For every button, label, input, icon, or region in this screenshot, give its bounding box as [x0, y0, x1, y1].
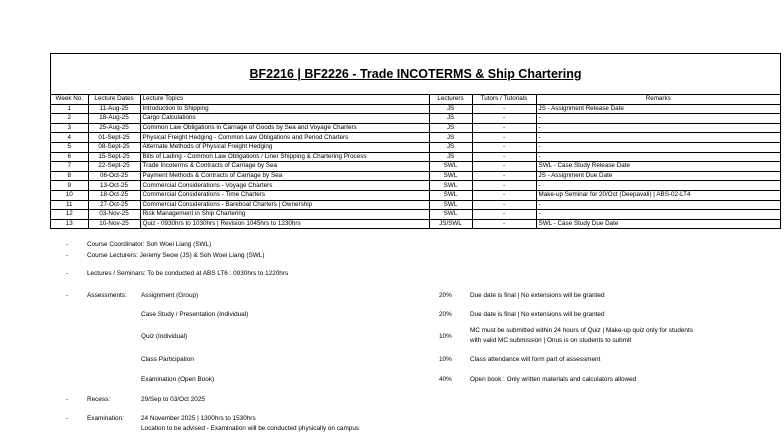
course-coordinator: Course Coordinator: Soh Woei Liang (SWL)	[87, 241, 212, 248]
cell-date: 06-Oct-25	[88, 171, 140, 181]
cell-lecturer: SWL	[429, 200, 472, 210]
cell-date: 15-Sept-25	[88, 152, 140, 162]
cell-week: 2	[51, 114, 88, 124]
page-title: BF2216 | BF2226 - Trade INCOTERMS & Ship Chartering	[51, 54, 780, 95]
assessments-label: Assessments:	[87, 292, 127, 299]
header-tutor: Tutors / Tutorials	[472, 95, 536, 104]
cell-week: 10	[51, 190, 88, 200]
cell-lecturer: JS	[429, 114, 472, 124]
cell-topic: Alternate Methods of Physical Freight Hedging	[140, 142, 429, 152]
cell-remarks: -	[536, 133, 780, 143]
cell-lecturer: SWL	[429, 210, 472, 220]
cell-remarks: Make-up Seminar for 20/Oct (Deepavali) | ABS-02-LT4	[536, 190, 780, 200]
cell-date: 03-Nov-25	[88, 210, 140, 220]
assessment-weight: 10%	[439, 356, 452, 363]
cell-lecturer: JS	[429, 104, 472, 114]
cell-date: 27-Oct-25	[88, 200, 140, 210]
cell-remarks: SWL - Case Study Due Date	[536, 219, 780, 228]
cell-date: 18-Oct-25	[88, 190, 140, 200]
cell-topic: Cargo Calculations	[140, 114, 429, 124]
cell-tutor: -	[472, 190, 536, 200]
assessment-name: Class Participation	[141, 356, 194, 363]
cell-date: 18-Aug-25	[88, 114, 140, 124]
cell-week: 4	[51, 133, 88, 143]
header-date: Lecture Dates	[88, 95, 140, 104]
cell-date: 11-Aug-25	[88, 104, 140, 114]
cell-topic: Commercial Considerations - Bareboat Charters | Ownership	[140, 200, 429, 210]
cell-lecturer: JS	[429, 123, 472, 133]
cell-topic: Risk Management in Ship Chartering	[140, 210, 429, 220]
cell-remarks: -	[536, 123, 780, 133]
cell-topic: Introduction to Shipping	[140, 104, 429, 114]
cell-week: 11	[51, 200, 88, 210]
cell-date: 01-Sept-25	[88, 133, 140, 143]
cell-week: 13	[51, 219, 88, 228]
cell-tutor: -	[472, 200, 536, 210]
cell-date: 08-Sept-25	[88, 142, 140, 152]
examination-datetime: 24 November 2025 | 1300hrs to 1530hrs	[141, 415, 256, 422]
assessment-note: Due date is final | No extensions will be granted	[470, 311, 605, 318]
cell-lecturer: SWL	[429, 190, 472, 200]
cell-date: 13-Oct-25	[88, 181, 140, 191]
cell-remarks: -	[536, 210, 780, 220]
assessment-note: Due date is final | No extensions will be granted	[470, 292, 605, 299]
bullet-marker: -	[66, 396, 69, 403]
cell-tutor: -	[472, 142, 536, 152]
examination-label: Examination:	[87, 415, 124, 422]
cell-lecturer: JS	[429, 142, 472, 152]
cell-remarks: -	[536, 142, 780, 152]
assessment-note: Open book : Only written materials and calculators allowed	[470, 376, 637, 383]
cell-tutor: -	[472, 152, 536, 162]
cell-lecturer: SWL	[429, 181, 472, 191]
assessment-note: Class attendance will form part of assessment	[470, 356, 601, 363]
cell-remarks: SWL - Case Study Release Date	[536, 162, 780, 172]
examination-location: Location to be advised - Examination will be conducted physically on campus	[141, 425, 360, 432]
cell-week: 5	[51, 142, 88, 152]
cell-tutor: -	[472, 162, 536, 172]
assessment-name: Assignment (Group)	[141, 292, 199, 299]
bullet-marker: -	[66, 241, 69, 248]
header-lecturer: Lecturers	[429, 95, 472, 104]
cell-week: 6	[51, 152, 88, 162]
bullet-marker: -	[66, 252, 69, 259]
header-week: Week No.	[51, 95, 88, 104]
cell-week: 9	[51, 181, 88, 191]
assessment-weight: 20%	[439, 292, 452, 299]
cell-topic: Quiz - 0930hrs to 1030hrs | Revision 1045hrs to 1230hrs	[140, 219, 429, 228]
cell-remarks: -	[536, 200, 780, 210]
cell-remarks: -	[536, 114, 780, 124]
assessment-name: Case Study / Presentation (Individual)	[141, 311, 249, 318]
assessment-note-continued: with valid MC submission | Onus is on students to submit	[470, 337, 632, 344]
cell-week: 3	[51, 123, 88, 133]
cell-date: 25-Aug-25	[88, 123, 140, 133]
cell-topic: Trade Incoterms & Contracts of Carriage by Sea	[140, 162, 429, 172]
cell-tutor: -	[472, 114, 536, 124]
cell-lecturer: SWL	[429, 171, 472, 181]
course-lecturers: Course Lecturers: Jeremy Seow (JS) & Soh Woei Liang (SWL)	[87, 252, 265, 259]
cell-remarks: JS - Assignment Due Date	[536, 171, 780, 181]
assessment-weight: 40%	[439, 376, 452, 383]
cell-topic: Common Law Obligations in Carriage of Goods by Sea and Voyage Charters	[140, 123, 429, 133]
cell-week: 8	[51, 171, 88, 181]
cell-lecturer: SWL	[429, 162, 472, 172]
bullet-marker: -	[66, 292, 69, 299]
assessment-name: Quiz (Individual)	[141, 333, 188, 340]
cell-topic: Bills of Lading - Common Law Obligations / Liner Shipping & Chartering Process	[140, 152, 429, 162]
cell-topic: Physical Freight Hedging - Common Law Obligations and Period Charters	[140, 133, 429, 143]
cell-remarks: -	[536, 152, 780, 162]
cell-week: 7	[51, 162, 88, 172]
assessment-note: MC must be submitted within 24 hours of Quiz | Make-up quiz only for students	[470, 327, 693, 334]
cell-remarks: JS - Assignment Release Date	[536, 104, 780, 114]
assessment-weight: 10%	[439, 333, 452, 340]
cell-tutor: -	[472, 219, 536, 228]
lecture-venue: Lectures / Seminars: To be conducted at ABS LT6 : 0930hrs to 1220hrs	[87, 270, 289, 277]
header-remarks: Remarks	[536, 95, 780, 104]
cell-tutor: -	[472, 123, 536, 133]
cell-lecturer: JS/SWL	[429, 219, 472, 228]
cell-tutor: -	[472, 181, 536, 191]
cell-topic: Commercial Considerations - Voyage Charters	[140, 181, 429, 191]
assessment-name: Examination (Open Book)	[141, 376, 215, 383]
recess-dates: 29/Sep to 03/Oct 2025	[141, 396, 205, 403]
cell-tutor: -	[472, 171, 536, 181]
cell-tutor: -	[472, 104, 536, 114]
cell-date: 10-Nov-25	[88, 219, 140, 228]
cell-date: 22-Sept-25	[88, 162, 140, 172]
bullet-marker: -	[66, 270, 69, 277]
cell-topic: Payment Methods & Contracts of Carriage by Sea	[140, 171, 429, 181]
cell-week: 1	[51, 104, 88, 114]
cell-lecturer: JS	[429, 152, 472, 162]
cell-topic: Commercial Considerations - Time Charters	[140, 190, 429, 200]
cell-week: 12	[51, 210, 88, 220]
cell-tutor: -	[472, 133, 536, 143]
assessment-weight: 20%	[439, 311, 452, 318]
cell-tutor: -	[472, 210, 536, 220]
header-topic: Lecture Topics	[140, 95, 429, 104]
cell-remarks: -	[536, 181, 780, 191]
bullet-marker: -	[66, 415, 69, 422]
cell-lecturer: JS	[429, 133, 472, 143]
recess-label: Recess:	[87, 396, 111, 403]
